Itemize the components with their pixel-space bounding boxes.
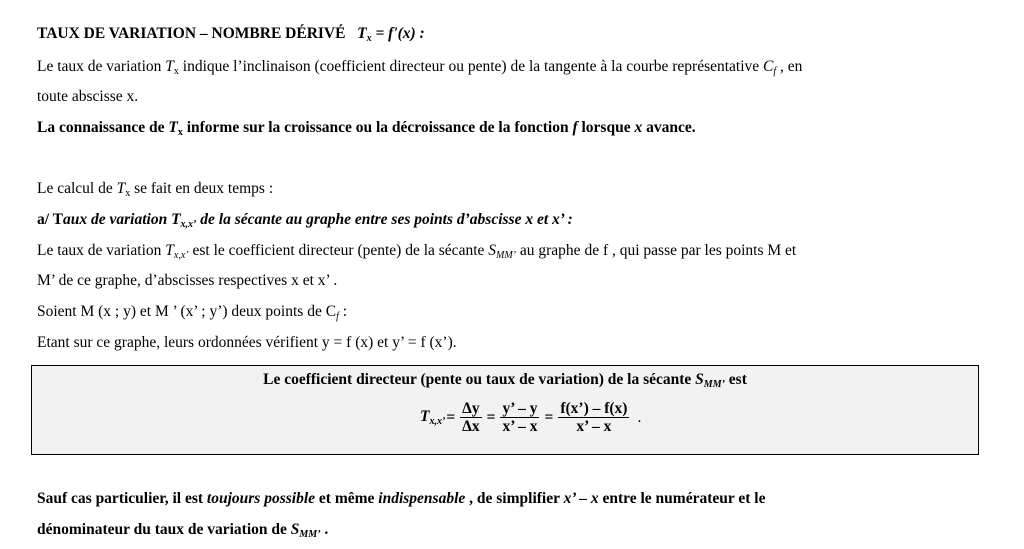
equals-sign: = — [544, 408, 554, 426]
formula-period: . — [637, 408, 642, 426]
rate-formula — [420, 400, 641, 435]
paragraph-1-line-2: toute abscisse x. — [37, 88, 139, 105]
paragraph-6: Etant sur ce graphe, leurs ordonnées vérifient y = f (x) et y’ = f (x’). — [37, 334, 457, 351]
title-text: TAUX DE VARIATION – NOMBRE DÉRIVÉ — [37, 25, 346, 42]
paragraph-1-line-1: Le taux de variation $T_x$ indique l’inclinaison (coefficient directeur ou pente) de la tangente à la courbe représentative $C_f$ , en — [37, 58, 803, 77]
section-a-heading: a/ Taux de variation $T_{x,x’}$ de la sécante au graphe entre ses points d’abscisse x et x’ : — [37, 211, 573, 230]
fraction-y: $\frac{y’ - y}{x’ - x}$ — [502, 400, 538, 435]
definition-box-title: Le coefficient directeur (pente ou taux de variation) de la sécante $S_{MM’}$ est — [263, 371, 747, 390]
title-formula: $T_x = f'(x)$ : — [357, 25, 425, 44]
equals-sign: = — [446, 408, 456, 426]
paragraph-3: Le calcul de $T_x$ se fait en deux temps : — [37, 180, 274, 199]
paragraph-5: Soient M (x ; y) et M ’ (x’ ; y’) deux points de $C_f$ : — [37, 303, 348, 322]
page-title — [37, 24, 425, 49]
paragraph-7-line-2: dénominateur du taux de variation de $S_{MM’}$ . — [37, 521, 329, 540]
definition-box — [31, 365, 979, 455]
fraction-f: $\frac{f(x’) - f(x)}{x’ - x}$ — [560, 400, 628, 435]
paragraph-4-line-1: Le taux de variation $T_{x,x’}$ est le coefficient directeur (pente) de la sécante $S_{MM’}$ au graphe de f , qui passe par les points M et — [37, 242, 797, 261]
formula-lhs: $T_{x,x’}$ — [420, 408, 446, 427]
paragraph-2: La connaissance de $T_x$ informe sur la croissance ou la décroissance de la fonction f lorsque x avance. — [37, 119, 696, 138]
paragraph-7-line-1: Sauf cas particulier, il est toujours possible et même indispensable , de simplifier x’ – x entre le numérateur et le — [37, 490, 766, 507]
paragraph-4-line-2: M’ de ce graphe, d’abscisses respectives x et x’ . — [37, 272, 338, 289]
equals-sign: = — [486, 408, 496, 426]
fraction-delta: $\frac{\Delta y}{\Delta x}$ — [462, 400, 480, 435]
